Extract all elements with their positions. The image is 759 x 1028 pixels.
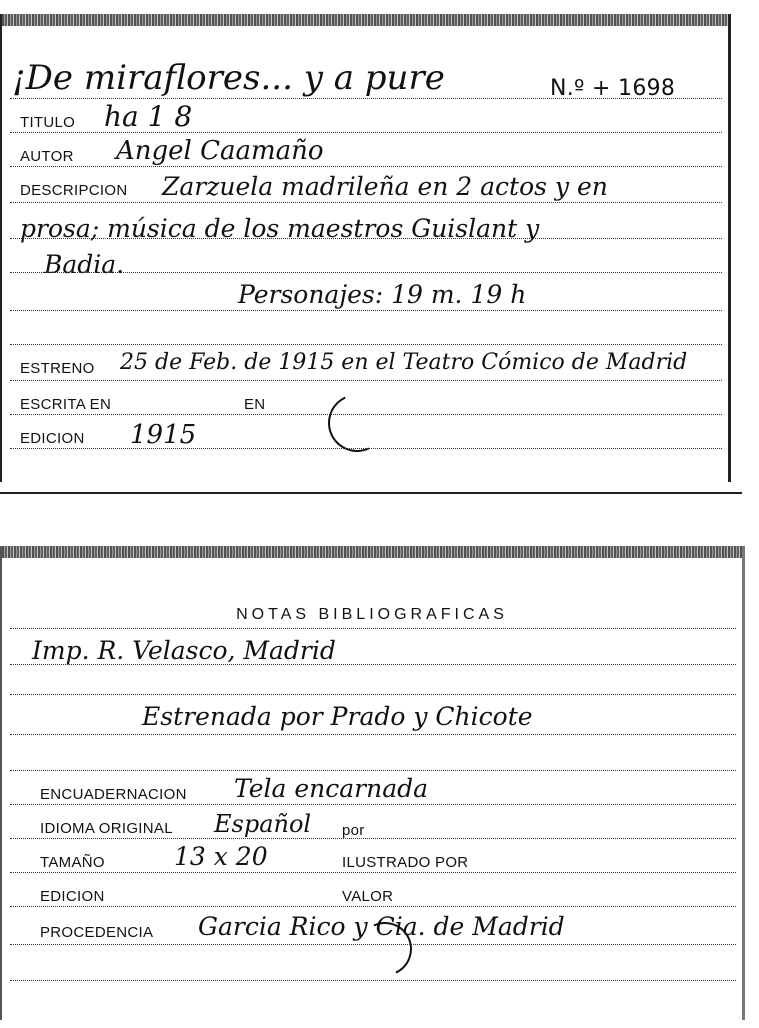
rule	[10, 414, 722, 415]
escrita-en-label: ESCRITA EN	[20, 396, 112, 413]
nota-2: Estrenada por Prado y Chicote	[142, 702, 533, 731]
rule	[10, 448, 722, 449]
en-label: EN	[244, 396, 266, 413]
rule	[10, 344, 722, 345]
catalog-card-2	[0, 546, 745, 1020]
titulo-label: TITULO	[20, 114, 76, 131]
nota-1: Imp. R. Velasco, Madrid	[32, 636, 336, 665]
estreno-value: 25 de Feb. de 1915 en el Teatro Cómico de Madrid	[120, 350, 688, 375]
rule	[10, 310, 722, 311]
procedencia-label: PROCEDENCIA	[40, 924, 154, 941]
encuadernacion-value: Tela encarnada	[234, 774, 429, 803]
card-top-edge	[2, 546, 742, 558]
rule	[10, 166, 722, 167]
rule	[10, 98, 722, 99]
ilustrado-por-label: ILUSTRADO POR	[342, 854, 469, 871]
rule	[10, 734, 736, 735]
rule	[10, 906, 736, 907]
rule	[10, 838, 736, 839]
idioma-original-label: IDIOMA ORIGINAL	[40, 820, 173, 837]
titulo-value: ha 1 8	[104, 100, 193, 133]
autor-value: Angel Caamaño	[116, 136, 324, 166]
rule	[10, 132, 722, 133]
catalog-card-1	[0, 14, 731, 482]
tamano-label: TAMAÑO	[40, 854, 105, 871]
notas-heading: NOTAS BIBLIOGRAFICAS	[236, 606, 508, 623]
rule	[10, 944, 736, 945]
rule	[10, 664, 736, 665]
autor-label: AUTOR	[20, 148, 74, 165]
rule	[10, 980, 736, 981]
card1-title-line: ¡De miraflores... y a pure	[12, 58, 445, 98]
descripcion-line-3: Badia.	[44, 250, 125, 279]
library-stamp	[320, 386, 394, 460]
rule	[10, 804, 736, 805]
encuadernacion-label: ENCUADERNACION	[40, 786, 187, 803]
rule	[10, 872, 736, 873]
idioma-por-label: por	[342, 822, 365, 839]
card-top-edge	[2, 14, 728, 26]
descripcion-personajes: Personajes: 19 m. 19 h	[238, 280, 527, 309]
edicion2-label: EDICION	[40, 888, 105, 905]
rule	[10, 380, 722, 381]
card-separator	[0, 492, 742, 494]
rule	[10, 272, 722, 273]
estreno-label: ESTRENO	[20, 360, 95, 377]
descripcion-line-2: prosa; música de los maestros Guislant y	[20, 214, 540, 243]
rule	[10, 238, 722, 239]
valor-label: VALOR	[342, 888, 394, 905]
tamano-value: 13 x 20	[174, 842, 268, 871]
idioma-original-value: Español	[214, 810, 312, 838]
rule	[10, 202, 722, 203]
descripcion-line-1: Zarzuela madrileña en 2 actos y en	[162, 172, 608, 201]
rule	[10, 770, 736, 771]
card1-number: N.º + 1698	[550, 76, 676, 101]
rule	[10, 694, 736, 695]
edicion-value: 1915	[130, 420, 197, 450]
rule	[10, 628, 736, 629]
edicion-label: EDICION	[20, 430, 85, 447]
descripcion-label: DESCRIPCION	[20, 182, 128, 199]
procedencia-value: Garcia Rico y Cia. de Madrid	[198, 912, 565, 941]
